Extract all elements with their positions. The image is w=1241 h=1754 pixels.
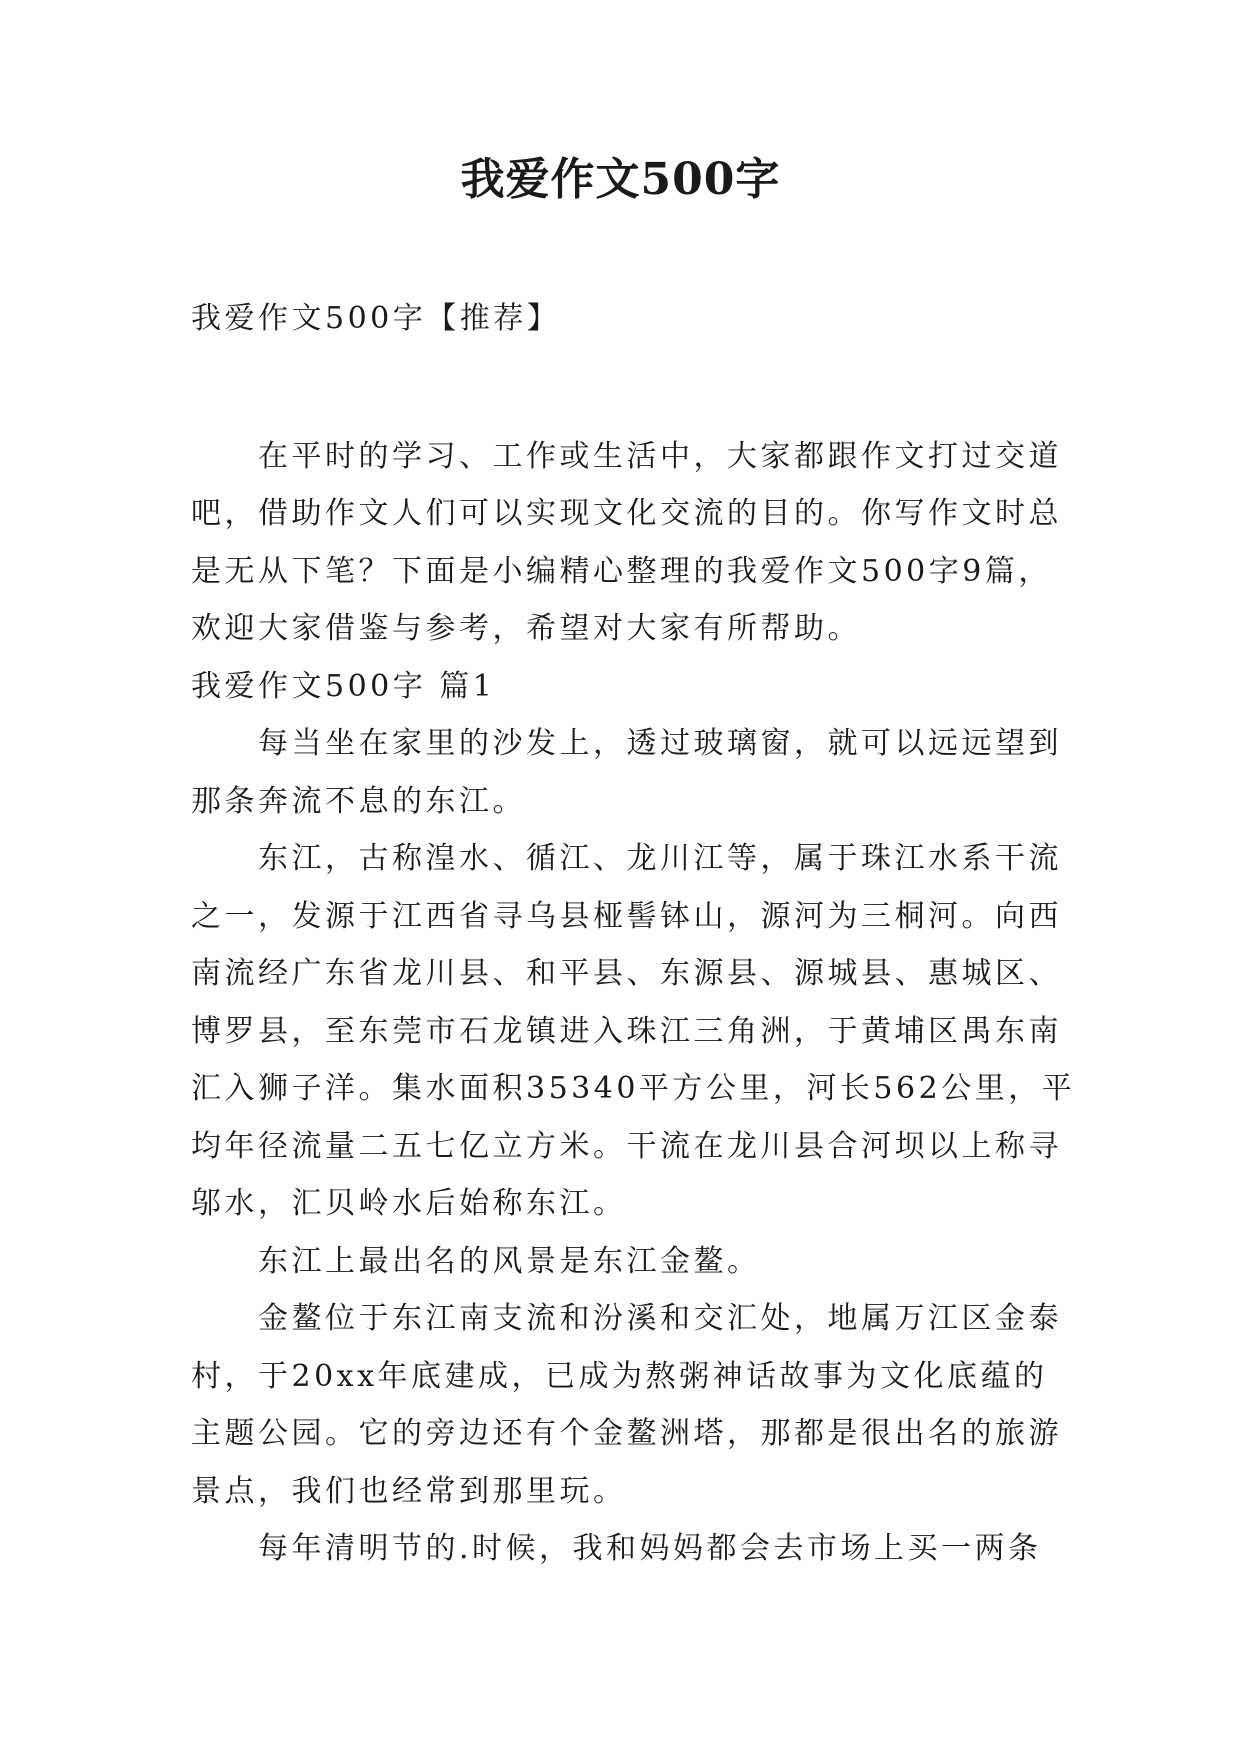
paragraph-line: 主题公园。它的旁边还有个金鳌洲塔，那都是很出名的旅游 xyxy=(191,1416,1062,1451)
paragraph-line: 南流经广东省龙川县、和平县、东源县、源城县、惠城区、 xyxy=(191,956,1062,991)
paragraph-line: 每当坐在家里的沙发上，透过玻璃窗，就可以远远望到 xyxy=(258,726,1062,761)
paragraph-line: 在平时的学习、工作或生活中，大家都跟作文打过交道 xyxy=(258,438,1062,474)
paragraph xyxy=(191,1520,1071,1578)
document-subtitle: 我爱作文500字【推荐】 xyxy=(191,301,561,336)
paragraph xyxy=(191,715,1071,830)
paragraph-line: 博罗县，至东莞市石龙镇进入珠江三角洲，于黄埔区禺东南 xyxy=(191,1013,1062,1049)
paragraph-line: 那条奔流不息的东江。 xyxy=(191,783,526,819)
paragraph xyxy=(191,1233,1071,1291)
paragraph-line: 均年径流量二五七亿立方米。干流在龙川县合河坝以上称寻 xyxy=(191,1128,1062,1164)
paragraph-line: 邬水，汇贝岭水后始称东江。 xyxy=(191,1186,627,1221)
paragraph-line: 东江，古称湟水、循江、龙川江等，属于珠江水系干流 xyxy=(258,841,1062,876)
paragraph-line: 每年清明节的.时候，我和妈妈都会去市场上买一两条 xyxy=(258,1531,1042,1566)
document-title: 我爱作文500字 xyxy=(460,154,781,205)
intro-paragraph xyxy=(191,428,1071,658)
paragraph-line: 之一，发源于江西省寻乌县桠髻钵山，源河为三桐河。向西 xyxy=(191,898,1062,934)
spacer xyxy=(191,348,1071,428)
paragraph-line: 欢迎大家借鉴与参考，希望对大家有所帮助。 xyxy=(191,611,861,646)
section-heading: 我爱作文500字 篇1 xyxy=(191,668,496,704)
paragraph-line: 是无从下笔？下面是小编精心整理的我爱作文500字9篇， xyxy=(191,553,1052,589)
paragraph-line: 汇入狮子洋。集水面积35340平方公里，河长562公里，平 xyxy=(191,1071,1076,1106)
paragraph xyxy=(191,1290,1071,1520)
paragraph xyxy=(191,830,1076,1233)
paragraph-line: 景点，我们也经常到那里玩。 xyxy=(191,1473,627,1509)
paragraph-line: 吧，借助作文人们可以实现文化交流的目的。你写作文时总 xyxy=(191,496,1062,531)
document-body xyxy=(191,290,1076,1578)
paragraph-line: 东江上最出名的风景是东江金鳌。 xyxy=(258,1243,761,1279)
paragraph-line: 金鳌位于东江南支流和汾溪和交汇处，地属万江区金泰 xyxy=(258,1301,1062,1336)
paragraph-line: 村，于20xx年底建成，已成为熬粥神话故事为文化底蕴的 xyxy=(191,1358,1048,1394)
